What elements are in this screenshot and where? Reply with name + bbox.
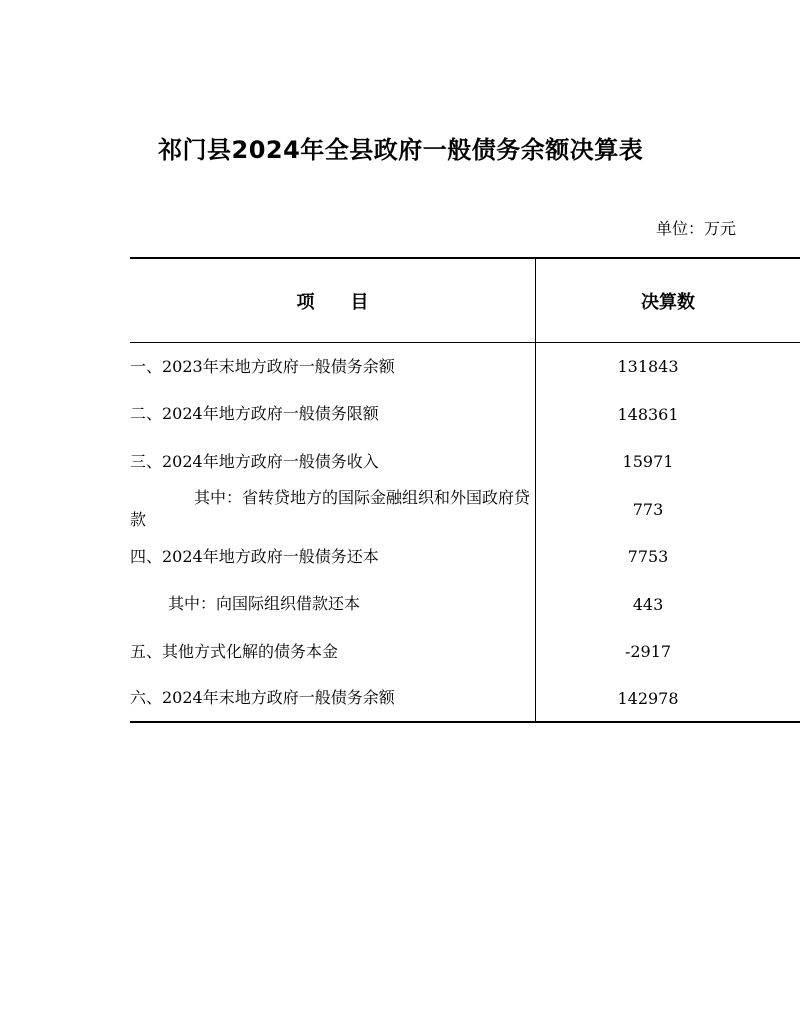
row-value: -2917: [535, 628, 800, 676]
table-row: [130, 581, 800, 629]
table-row: [130, 486, 800, 534]
row-value: 7753: [535, 533, 800, 581]
row-item: 四、2024年地方政府一般债务还本: [130, 546, 379, 566]
row-value: 773: [535, 486, 800, 534]
row-item: 五、其他方式化解的债务本金: [130, 641, 339, 661]
row-item: 二、2024年地方政府一般债务限额: [130, 404, 379, 424]
table-row: [130, 676, 800, 721]
table-row: [130, 628, 800, 676]
row-item: 三、2024年地方政府一般债务收入: [130, 451, 379, 471]
header-item: 项 目: [296, 291, 369, 313]
header-value: 决算数: [535, 259, 800, 342]
row-value: 443: [535, 581, 800, 629]
table-row: [130, 438, 800, 486]
row-item: 六、2024年末地方政府一般债务余额: [130, 688, 395, 707]
row-item: 其中：省转贷地方的国际金融组织和外国政府贷款: [130, 488, 531, 530]
table-row: [130, 533, 800, 581]
row-item: 其中：向国际组织借款还本: [168, 594, 361, 614]
table-row: [130, 343, 800, 391]
row-item: 一、2023年末地方政府一般债务余额: [130, 356, 395, 376]
unit-label: 单位：万元: [655, 219, 736, 238]
row-value: 15971: [535, 438, 800, 486]
row-value: 148361: [535, 391, 800, 439]
table-header: [130, 259, 800, 343]
debt-balance-table: [130, 257, 800, 723]
page-title: 祁门县2024年全县政府一般债务余额决算表: [158, 136, 644, 164]
table-row: [130, 391, 800, 439]
row-value: 142978: [535, 676, 800, 721]
row-value: 131843: [535, 343, 800, 391]
